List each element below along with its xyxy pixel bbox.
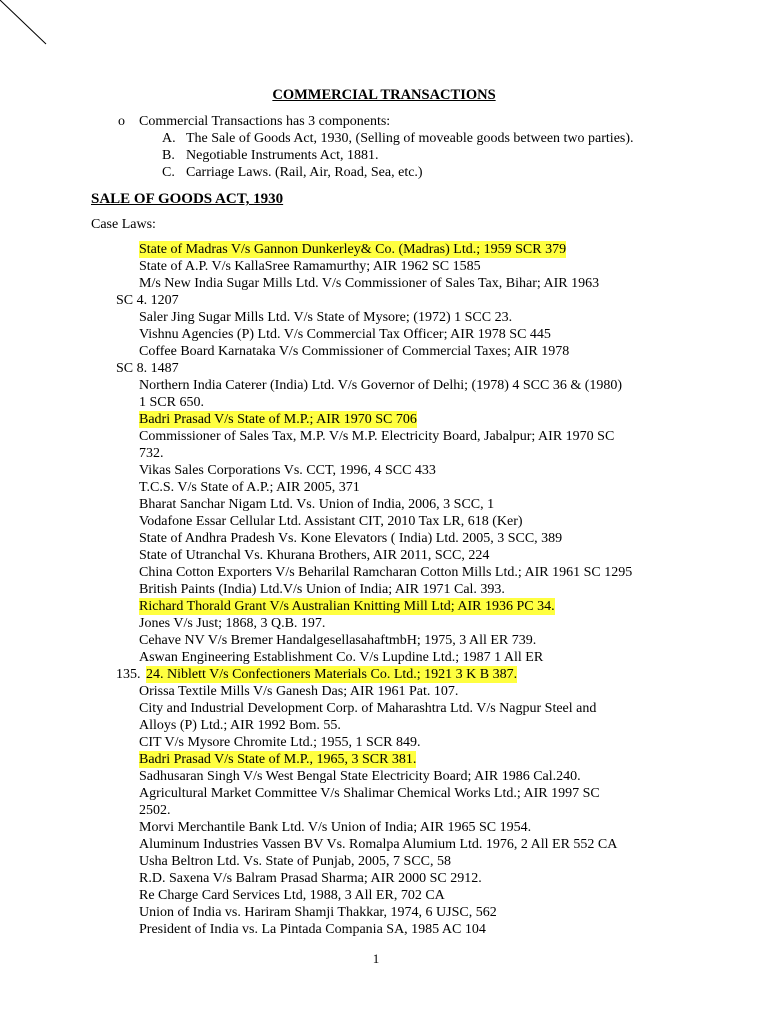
- case-title: Re Charge Card Services Ltd, 1988, 3 All ER, 702 CA: [139, 888, 445, 903]
- component-text: The Sale of Goods Act, 1930, (Selling of moveable goods between two parties).: [186, 131, 634, 146]
- component-item: [162, 164, 634, 181]
- case-title: Vikas Sales Corporations Vs. CCT, 1996, 4 SCC 433: [139, 463, 436, 478]
- case-title: R.D. Saxena V/s Balram Prasad Sharma; AIR 2000 SC 2912.: [139, 871, 482, 886]
- component-text: Negotiable Instruments Act, 1881.: [186, 148, 379, 163]
- page-fold-corner: [0, 0, 60, 60]
- case-title: Commissioner of Sales Tax, M.P. V/s M.P. Electricity Board, Jabalpur; AIR 1970 SC: [139, 429, 615, 444]
- case-title: Alloys (P) Ltd.; AIR 1992 Bom. 55.: [139, 718, 341, 733]
- components-intro-text: Commercial Transactions has 3 components:: [139, 114, 391, 129]
- case-title: Vishnu Agencies (P) Ltd. V/s Commercial Tax Officer; AIR 1978 SC 445: [139, 327, 551, 342]
- case-title: Aluminum Industries Vassen BV Vs. Romalpa Alumium Ltd. 1976, 2 All ER 552 CA: [139, 837, 618, 852]
- case-continuation-text: SC 8. 1487: [116, 361, 179, 376]
- case-title: T.C.S. V/s State of A.P.; AIR 2005, 371: [139, 480, 360, 495]
- case-title: Coffee Board Karnataka V/s Commissioner of Commercial Taxes; AIR 1978: [139, 344, 570, 359]
- case-title: State of Andhra Pradesh Vs. Kone Elevators ( India) Ltd. 2005, 3 SCC, 389: [139, 531, 563, 546]
- case-title: Orissa Textile Mills V/s Ganesh Das; AIR 1961 Pat. 107.: [139, 684, 459, 699]
- case-title: Richard Thorald Grant V/s Australian Knitting Mill Ltd; AIR 1936 PC 34.: [139, 599, 555, 614]
- case-title: Northern India Caterer (India) Ltd. V/s Governor of Delhi; (1978) 4 SCC 36 & (1980): [139, 378, 623, 393]
- document-title: COMMERCIAL TRANSACTIONS: [272, 87, 496, 103]
- case-title: Badri Prasad V/s State of M.P.; AIR 1970 SC 706: [139, 412, 417, 427]
- case-title: Badri Prasad V/s State of M.P., 1965, 3 SCR 381.: [139, 752, 417, 767]
- case-continuation-text: SC 4. 1207: [116, 293, 179, 308]
- case-continuation-text: 732.: [139, 446, 164, 461]
- case-continuation-text: 2502.: [139, 803, 171, 818]
- case-title: Sadhusaran Singh V/s West Bengal State Electricity Board; AIR 1986 Cal.240.: [139, 769, 581, 784]
- case-title: State of Madras V/s Gannon Dunkerley& Co. (Madras) Ltd.; 1959 SCR 379: [139, 242, 567, 257]
- case-title: Union of India vs. Hariram Shamji Thakkar, 1974, 6 UJSC, 562: [139, 905, 497, 920]
- bullet-marker: o: [118, 114, 125, 129]
- case-title: British Paints (India) Ltd.V/s Union of India; AIR 1971 Cal. 393.: [139, 582, 505, 597]
- case-title: M/s New India Sugar Mills Ltd. V/s Commissioner of Sales Tax, Bihar; AIR 1963: [139, 276, 600, 291]
- case-title: Agricultural Market Committee V/s Shalimar Chemical Works Ltd.; AIR 1997 SC: [139, 786, 600, 801]
- page-number: 1: [372, 951, 380, 966]
- component-marker: C.: [162, 165, 175, 180]
- component-marker: B.: [162, 148, 175, 163]
- case-title: China Cotton Exporters V/s Beharilal Ramcharan Cotton Mills Ltd.; AIR 1961 SC 1295: [139, 565, 633, 580]
- components-list: [162, 130, 634, 181]
- components-intro: [118, 113, 390, 130]
- case-title: 24. Niblett V/s Confectioners Materials Co. Ltd.; 1921 3 K B 387.: [146, 667, 518, 682]
- case-title: President of India vs. La Pintada Compania SA, 1985 AC 104: [139, 922, 486, 937]
- case-title: Bharat Sanchar Nigam Ltd. Vs. Union of India, 2006, 3 SCC, 1: [139, 497, 495, 512]
- case-title: State of A.P. V/s KallaSree Ramamurthy; AIR 1962 SC 1585: [139, 259, 481, 274]
- case-laws-label: Case Laws:: [91, 217, 156, 232]
- case-title: Vodafone Essar Cellular Ltd. Assistant CIT, 2010 Tax LR, 618 (Ker): [139, 514, 523, 529]
- case-title: Jones V/s Just; 1868, 3 Q.B. 197.: [139, 616, 326, 631]
- component-item: [162, 147, 634, 164]
- case-title: Morvi Merchantile Bank Ltd. V/s Union of India; AIR 1965 SC 1954.: [139, 820, 532, 835]
- component-marker: A.: [162, 131, 176, 146]
- case-title: Aswan Engineering Establishment Co. V/s Lupdine Ltd.; 1987 1 All ER: [139, 650, 544, 665]
- section-heading: SALE OF GOODS ACT, 1930: [91, 191, 284, 207]
- component-item: [162, 130, 634, 147]
- case-title: City and Industrial Development Corp. of Maharashtra Ltd. V/s Nagpur Steel and: [139, 701, 597, 716]
- case-title: Usha Beltron Ltd. Vs. State of Punjab, 2005, 7 SCC, 58: [139, 854, 452, 869]
- case-number: 135.: [116, 667, 141, 682]
- case-title: State of Utranchal Vs. Khurana Brothers, AIR 2011, SCC, 224: [139, 548, 490, 563]
- case-continuation-text: 1 SCR 650.: [139, 395, 204, 410]
- case-title: Cehave NV V/s Bremer HandalgesellasahaftmbH; 1975, 3 All ER 739.: [139, 633, 537, 648]
- component-text: Carriage Laws. (Rail, Air, Road, Sea, etc.): [186, 165, 423, 180]
- case-title: CIT V/s Mysore Chromite Ltd.; 1955, 1 SCR 849.: [139, 735, 421, 750]
- case-title: Saler Jing Sugar Mills Ltd. V/s State of Mysore; (1972) 1 SCC 23.: [139, 310, 513, 325]
